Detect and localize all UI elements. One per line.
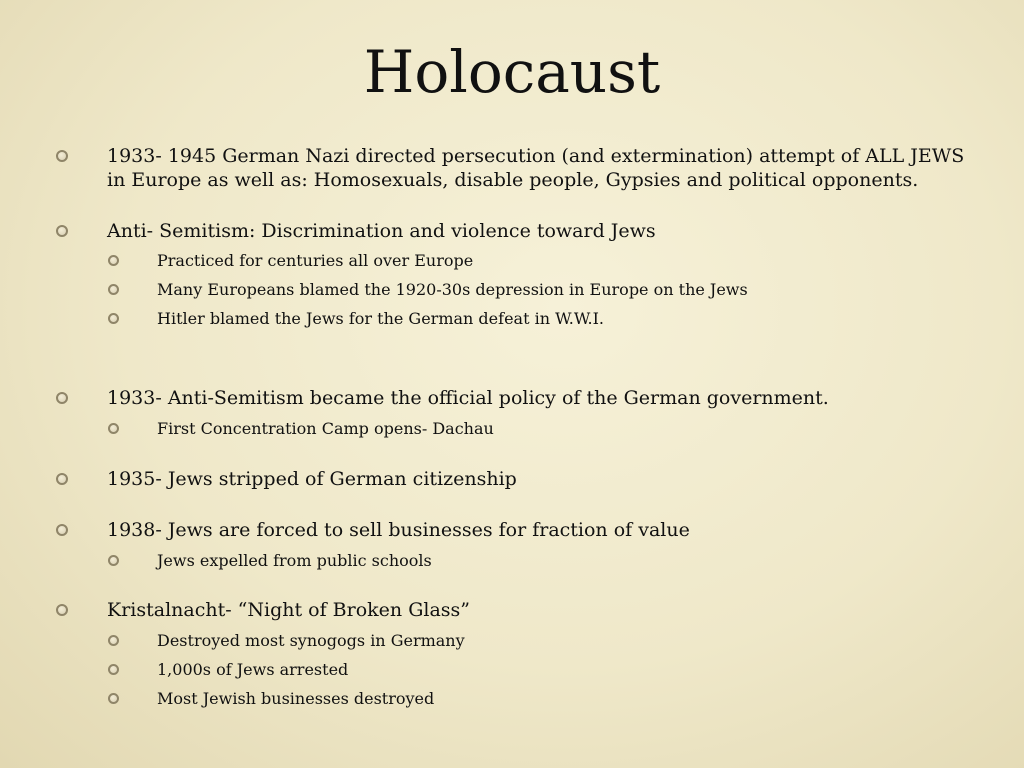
bullet-text: Anti- Semitism: Discrimination and violence toward Jews — [107, 220, 656, 242]
bullet-item — [107, 598, 987, 622]
bullet-circle-icon — [56, 225, 68, 237]
sub-bullet-text: Hitler blamed the Jews for the German defeat in W.W.I. — [157, 309, 604, 328]
bullet-circle-icon — [108, 284, 119, 295]
sub-bullet-item — [157, 630, 987, 652]
bullet-text: 1933- Anti-Semitism became the official policy of the German government. — [107, 387, 829, 409]
bullet-circle-icon — [56, 473, 68, 485]
bullet-circle-icon — [108, 423, 119, 434]
bullet-item — [107, 467, 987, 491]
bullet-circle-icon — [108, 555, 119, 566]
sub-bullet-text: Many Europeans blamed the 1920-30s depression in Europe on the Jews — [157, 280, 748, 299]
bullet-circle-icon — [56, 150, 68, 162]
sub-bullet-item — [157, 279, 987, 301]
sub-bullet-item — [157, 418, 987, 440]
bullet-text: 1935- Jews stripped of German citizenship — [107, 468, 517, 490]
slide-title: Holocaust — [363, 38, 661, 106]
sub-bullet-item — [157, 250, 987, 272]
sub-bullet-item — [157, 688, 987, 710]
sub-bullet-item — [157, 550, 987, 572]
bullet-item — [107, 219, 987, 243]
bullet-text: Kristalnacht- “Night of Broken Glass” — [107, 599, 470, 621]
bullet-circle-icon — [108, 693, 119, 704]
sub-bullet-text: Practiced for centuries all over Europe — [157, 251, 474, 270]
bullet-circle-icon — [108, 635, 119, 646]
bullet-circle-icon — [56, 604, 68, 616]
sub-bullet-text: Destroyed most synogogs in Germany — [157, 631, 465, 650]
bullet-item — [107, 518, 987, 542]
bullet-text: 1938- Jews are forced to sell businesses for fraction of value — [107, 519, 690, 541]
sub-bullet-text: First Concentration Camp opens- Dachau — [157, 419, 494, 438]
sub-bullet-text: Most Jewish businesses destroyed — [157, 689, 435, 708]
bullet-circle-icon — [108, 313, 119, 324]
bullet-item — [107, 386, 987, 410]
sub-bullet-text: Jews expelled from public schools — [157, 551, 432, 570]
bullet-text: 1933- 1945 German Nazi directed persecution (and extermination) attempt of ALL JEWS in Europe as well as: Homosexuals, disable people, Gypsies and political opponents. — [107, 145, 965, 191]
sub-bullet-item — [157, 308, 987, 330]
sub-bullet-text: 1,000s of Jews arrested — [157, 660, 349, 679]
bullet-circle-icon — [56, 392, 68, 404]
bullet-circle-icon — [56, 524, 68, 536]
bullet-circle-icon — [108, 255, 119, 266]
sub-bullet-item — [157, 659, 987, 681]
bullet-circle-icon — [108, 664, 119, 675]
bullet-item — [107, 144, 987, 192]
